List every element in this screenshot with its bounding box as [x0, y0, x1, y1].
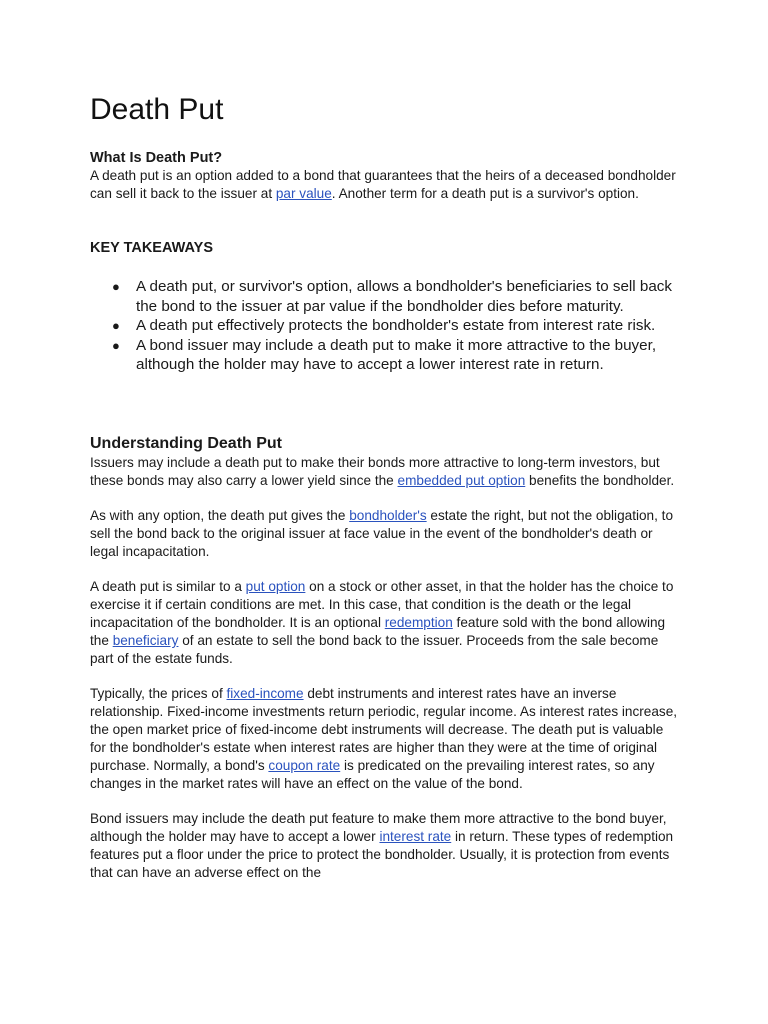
bullet-icon: ● — [112, 318, 120, 333]
bondholders-link[interactable]: bondholder's — [349, 508, 427, 523]
redemption-link[interactable]: redemption — [384, 615, 453, 630]
interest-rate-link[interactable]: interest rate — [379, 829, 452, 844]
understanding-heading: Understanding Death Put — [90, 435, 283, 452]
what-is-paragraph: A death put is an option added to a bond that guarantees that the heirs of a deceased bondholder can sell it back to the issuer at par value. Another term for a death put is a survivor's option. — [90, 168, 676, 201]
understanding-paragraph-4: Typically, the prices of fixed-income debt instruments and interest rates have an inverse relationship. Fixed-income investments return periodic, regular income. As interest rates increase, the open market price of fixed-income debt instruments will decrease. The death put is valuable for the bondholder's estate when interest rates are higher than they were at the time of original purchase. Normally, a bond's coupon rate is predicated on the prevailing interest rates, so any changes in the market rates will have an effect on the value of the bond. — [90, 686, 678, 791]
coupon-rate-link[interactable]: coupon rate — [268, 758, 341, 773]
embedded-put-option-link[interactable]: embedded put option — [397, 473, 526, 488]
put-option-link[interactable]: put option — [245, 579, 306, 594]
understanding-paragraph-5: Bond issuers may include the death put feature to make them more attractive to the bond buyer, although the holder may have to accept a lower interest rate in return. These types of redemption features put a floor under the price to protect the bondholder. Usually, it is protection from events that can have an adverse effect on the — [90, 811, 674, 880]
what-is-section — [90, 149, 680, 203]
key-takeaways-heading: KEY TAKEAWAYS — [90, 240, 214, 256]
key-takeaways-section — [90, 239, 680, 375]
understanding-section — [90, 434, 680, 882]
list-item: ● A death put, or survivor's option, allows a bondholder's beneficiaries to sell back the bond to the issuer at par value if the bondholder dies before maturity. — [112, 278, 672, 315]
key-takeaways-list — [90, 277, 680, 375]
list-item: ● A death put effectively protects the bondholder's estate from interest rate risk. — [112, 317, 656, 334]
what-is-heading: What Is Death Put? — [90, 150, 223, 166]
beneficiary-link[interactable]: beneficiary — [112, 633, 179, 648]
understanding-paragraph-1: Issuers may include a death put to make their bonds more attractive to long-term investors, but these bonds may also carry a lower yield since the embedded put option benefits the bondholder. — [90, 455, 675, 488]
par-value-link[interactable]: par value — [275, 186, 332, 201]
understanding-paragraph-3: A death put is similar to a put option on a stock or other asset, in that the holder has the choice to exercise it if certain conditions are met. In this case, that condition is the death or the legal incapacitation of the bondholder. It is an optional redemption feature sold with the bond allowing the beneficiary of an estate to sell the bond back to the issuer. Proceeds from the sale become part of the estate funds. — [90, 579, 674, 666]
bullet-icon: ● — [112, 337, 120, 353]
list-item: ● A bond issuer may include a death put to make it more attractive to the buyer, although the holder may have to accept a lower interest rate in return. — [112, 336, 657, 373]
fixed-income-link[interactable]: fixed-income — [226, 686, 304, 701]
understanding-paragraph-2: As with any option, the death put gives the bondholder's estate the right, but not the obligation, to sell the bond back to the original issuer at face value in the event of the bondholder's death or legal incapacitation. — [90, 508, 674, 559]
page-title: Death Put — [90, 93, 224, 126]
bullet-icon: ● — [112, 279, 120, 294]
